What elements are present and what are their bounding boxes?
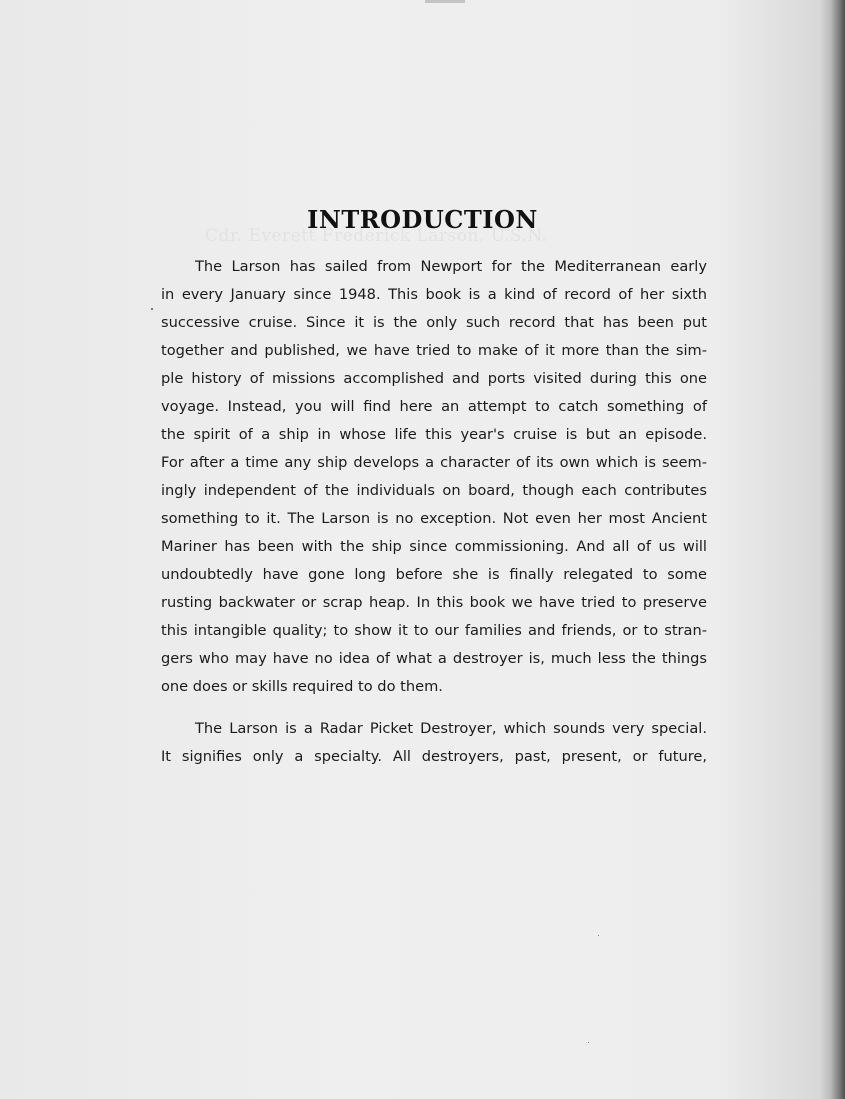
paragraph-line: voyage. Instead, you will find here an attempt to catch something of	[161, 398, 707, 415]
paragraph-line: rusting backwater or scrap heap. In this book we have tried to preserve	[161, 594, 707, 611]
show-through-text: Cdr. Everett Frederick Larson, U.S.N.	[205, 226, 548, 246]
paragraph-line: Mariner has been with the ship since commissioning. And all of us will	[161, 538, 707, 555]
paper-speck	[588, 1042, 589, 1043]
page-top-mark	[425, 0, 465, 3]
paragraph-2	[161, 715, 707, 771]
paragraph-line: ple history of missions accomplished and ports visited during this one	[161, 370, 707, 387]
paragraph-line: ingly independent of the individuals on board, though each contributes	[161, 482, 707, 499]
paragraph-1	[161, 253, 707, 701]
paragraph-line: The Larson has sailed from Newport for the Mediterranean early	[195, 258, 707, 275]
paragraph-line: one does or skills required to do them.	[161, 678, 443, 695]
paragraph-line: something to it. The Larson is no exception. Not even her most Ancient	[161, 510, 707, 527]
paragraph-line: this intangible quality; to show it to our families and friends, or to stran-	[161, 622, 707, 639]
paper-speck	[598, 935, 599, 936]
paper-speck	[151, 308, 153, 310]
paragraph-line: gers who may have no idea of what a destroyer is, much less the things	[161, 650, 707, 667]
paragraph-line: The Larson is a Radar Picket Destroyer, which sounds very special.	[195, 720, 707, 737]
paragraph-line: in every January since 1948. This book is a kind of record of her sixth	[161, 286, 707, 303]
paragraph-line: For after a time any ship develops a character of its own which is seem-	[161, 454, 707, 471]
paragraph-line: undoubtedly have gone long before she is finally relegated to some	[161, 566, 707, 583]
paragraph-line: It signifies only a specialty. All destroyers, past, present, or future,	[161, 748, 707, 765]
paragraph-line: successive cruise. Since it is the only such record that has been put	[161, 314, 707, 331]
paragraph-line: together and published, we have tried to make of it more than the sim-	[161, 342, 707, 359]
page-edge-shadow	[831, 0, 845, 1099]
page-title: INTRODUCTION	[307, 205, 538, 234]
paragraph-line: the spirit of a ship in whose life this year's cruise is but an episode.	[161, 426, 707, 443]
